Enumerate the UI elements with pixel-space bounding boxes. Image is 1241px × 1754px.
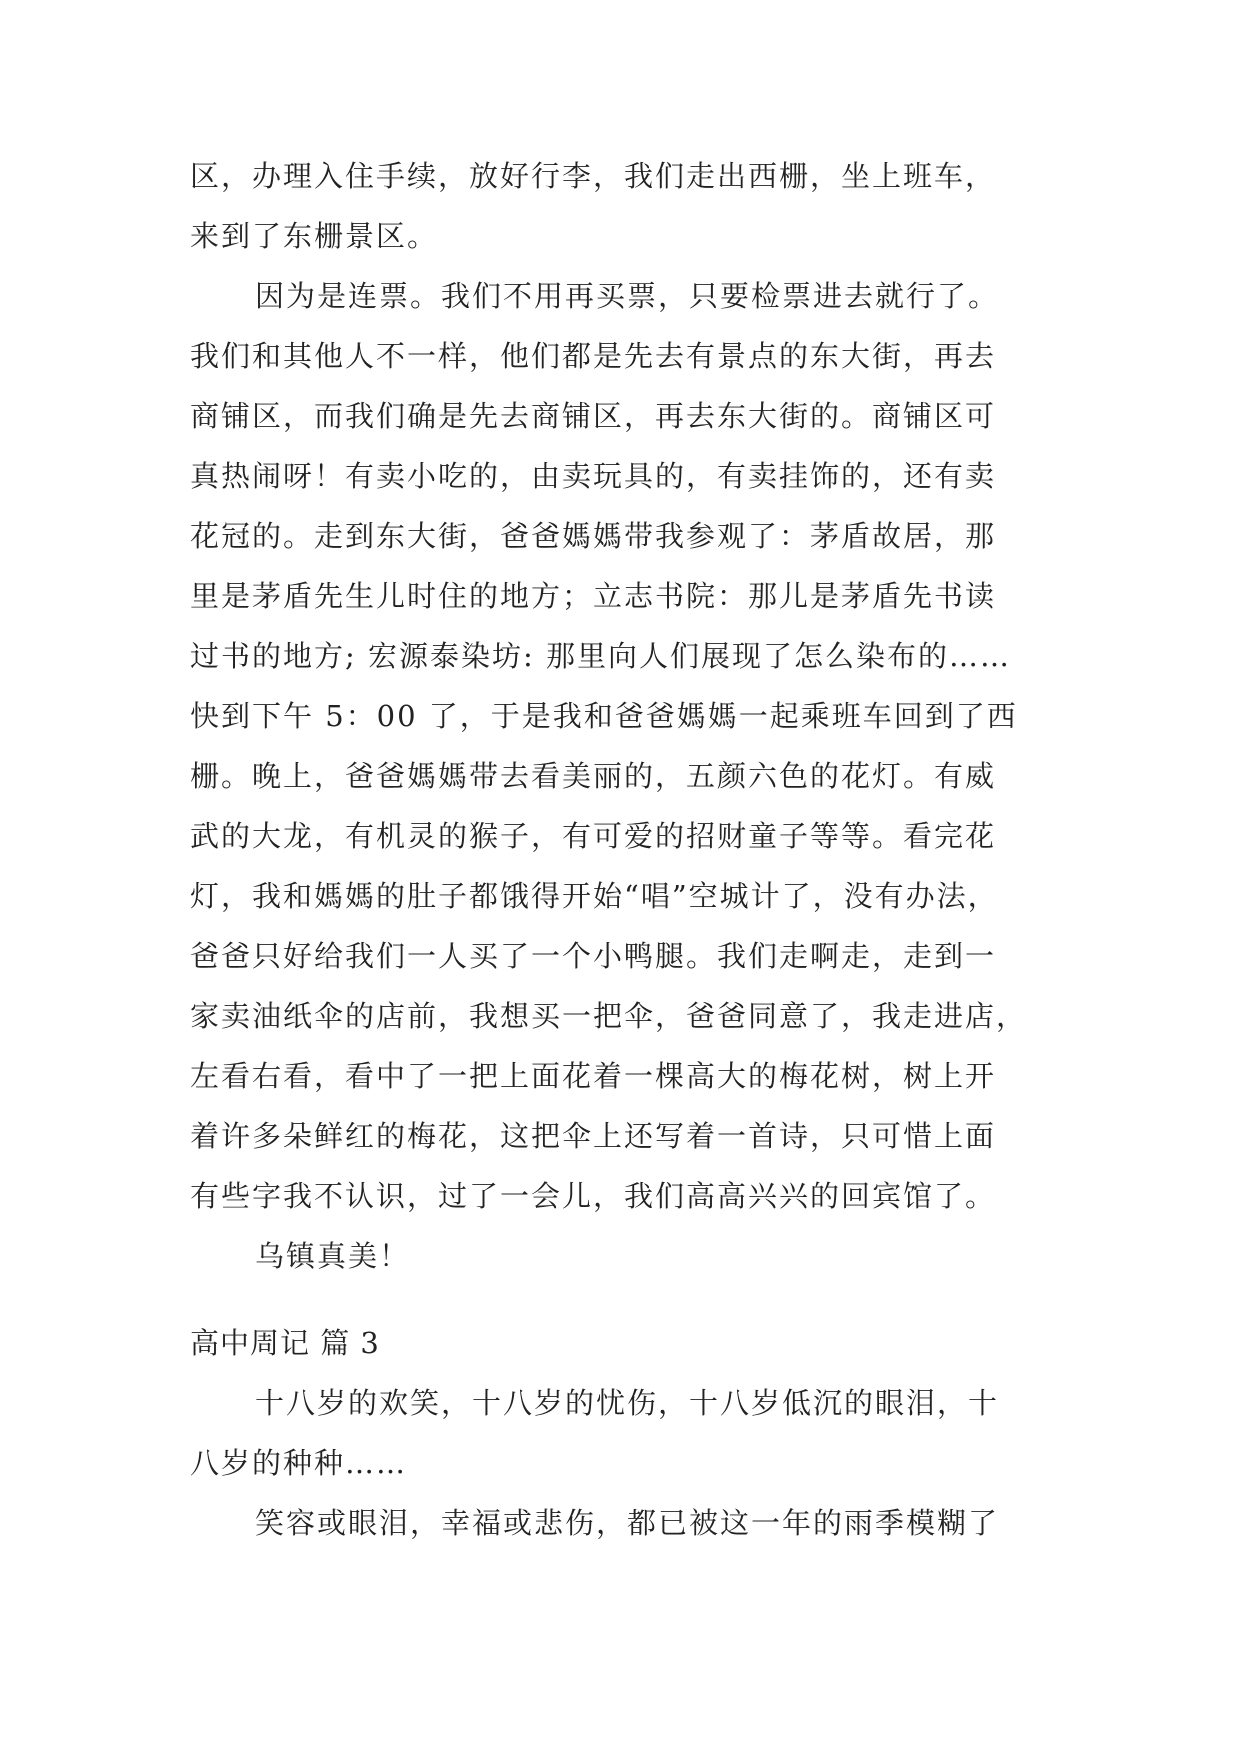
text-line: 八岁的种种…… [190, 1446, 408, 1480]
text-line: 有些字我不认识，过了一会儿，我们高高兴兴的回宾馆了。 [190, 1179, 997, 1213]
text-line: 花冠的。走到东大街，爸爸媽媽带我参观了：茅盾故居，那 [190, 519, 997, 553]
section-heading: 高中周记 篇 3 [190, 1326, 380, 1360]
text-line: 因为是连票。我们不用再买票，只要检票进去就行了。 [255, 279, 1000, 313]
text-line: 里是茅盾先生儿时住的地方；立志书院：那儿是茅盾先书读 [190, 579, 997, 613]
text-line: 快到下午 5：00 了，于是我和爸爸媽媽一起乘班车回到了西 [190, 699, 1018, 733]
text-line: 过书的地方; 宏源泰染坊: 那里向人们展现了怎么染布的…… [190, 639, 1011, 673]
text-line: 我们和其他人不一样，他们都是先去有景点的东大街，再去 [190, 339, 997, 373]
text-line: 灯，我和媽媽的肚子都饿得开始“唱”空城计了，没有办法， [190, 879, 999, 913]
text-line: 着许多朵鲜红的梅花，这把伞上还写着一首诗，只可惜上面 [190, 1119, 997, 1153]
text-line: 栅。晚上，爸爸媽媽带去看美丽的，五颜六色的花灯。有威 [190, 759, 997, 793]
text-line: 乌镇真美！ [255, 1239, 411, 1273]
text-line: 笑容或眼泪，幸福或悲伤，都已被这一年的雨季模糊了 [255, 1506, 1000, 1540]
text-line: 区，办理入住手续，放好行李，我们走出西栅，坐上班车， [190, 159, 997, 193]
text-line: 家卖油纸伞的店前，我想买一把伞，爸爸同意了，我走进店， [190, 999, 1028, 1033]
text-line: 来到了东栅景区。 [190, 219, 439, 253]
text-line: 商铺区，而我们确是先去商铺区，再去东大街的。商铺区可 [190, 399, 997, 433]
text-line: 十八岁的欢笑，十八岁的忧伤，十八岁低沉的眼泪，十 [255, 1386, 1000, 1420]
text-line: 武的大龙，有机灵的猴子，有可爱的招财童子等等。看完花 [190, 819, 997, 853]
text-line: 左看右看，看中了一把上面花着一棵高大的梅花树，树上开 [190, 1059, 997, 1093]
text-line: 真热闹呀！有卖小吃的，由卖玩具的，有卖挂饰的，还有卖 [190, 459, 997, 493]
text-line: 爸爸只好给我们一人买了一个小鸭腿。我们走啊走，走到一 [190, 939, 997, 973]
